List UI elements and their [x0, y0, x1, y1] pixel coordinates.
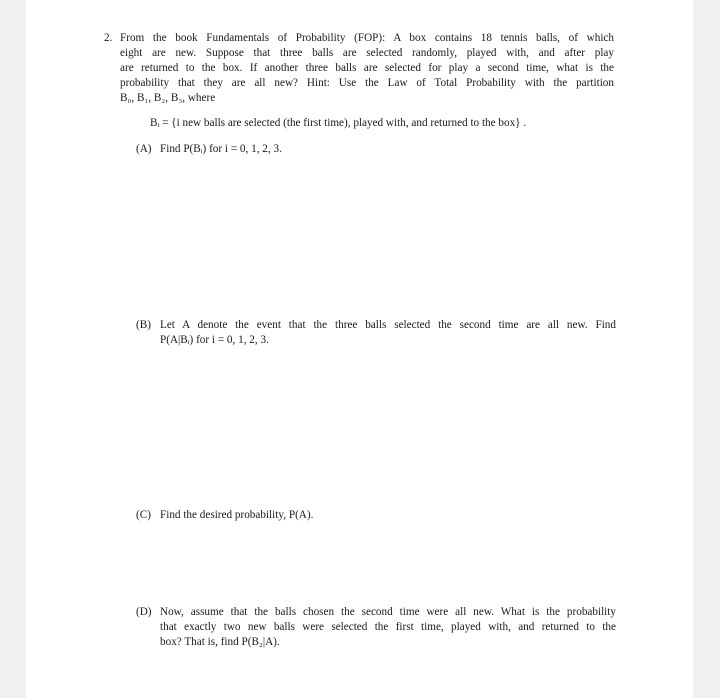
part-a: [136, 142, 616, 157]
question-line: B₀, B₁, B₂, B₃, where: [120, 92, 216, 104]
part-b-line: P(A|Bᵢ) for i = 0, 1, 2, 3.: [160, 334, 269, 346]
part-a-line: Find P(Bᵢ) for i = 0, 1, 2, 3.: [160, 143, 282, 155]
part-c-line: Find the desired probability, P(A).: [160, 509, 314, 521]
question-text: [104, 31, 614, 106]
part-c-label: (C): [136, 509, 151, 521]
part-b: [136, 318, 616, 348]
question-line: eight are new. Suppose that three balls are selected randomly, played with, and after play: [120, 47, 614, 59]
question-line: probability that they are all new? Hint: Use the Law of Total Probability with the partition: [120, 77, 614, 89]
part-b-label: (B): [136, 319, 151, 331]
part-d-line: box? That is, find P(B₂|A).: [160, 636, 280, 648]
part-d-line: that exactly two new balls were selected the first time, played with, and returned to the: [160, 621, 616, 633]
part-c: [136, 508, 616, 523]
document-page: [26, 0, 693, 698]
question-number: 2.: [104, 32, 113, 44]
question-line: are returned to the box. If another three balls are selected for play a second time, what is the: [120, 62, 614, 74]
question-line: From the book Fundamentals of Probability (FOP): A box contains 18 tennis balls, of which: [120, 32, 614, 44]
partition-definition: Bᵢ = {i new balls are selected (the first time), played with, and returned to the box} .: [150, 117, 527, 129]
part-b-line: Let A denote the event that the three balls selected the second time are all new. Find: [160, 319, 616, 331]
part-d: [136, 605, 616, 650]
part-a-label: (A): [136, 143, 152, 155]
part-d-line: Now, assume that the balls chosen the second time were all new. What is the probability: [160, 606, 616, 618]
part-d-label: (D): [136, 606, 152, 618]
